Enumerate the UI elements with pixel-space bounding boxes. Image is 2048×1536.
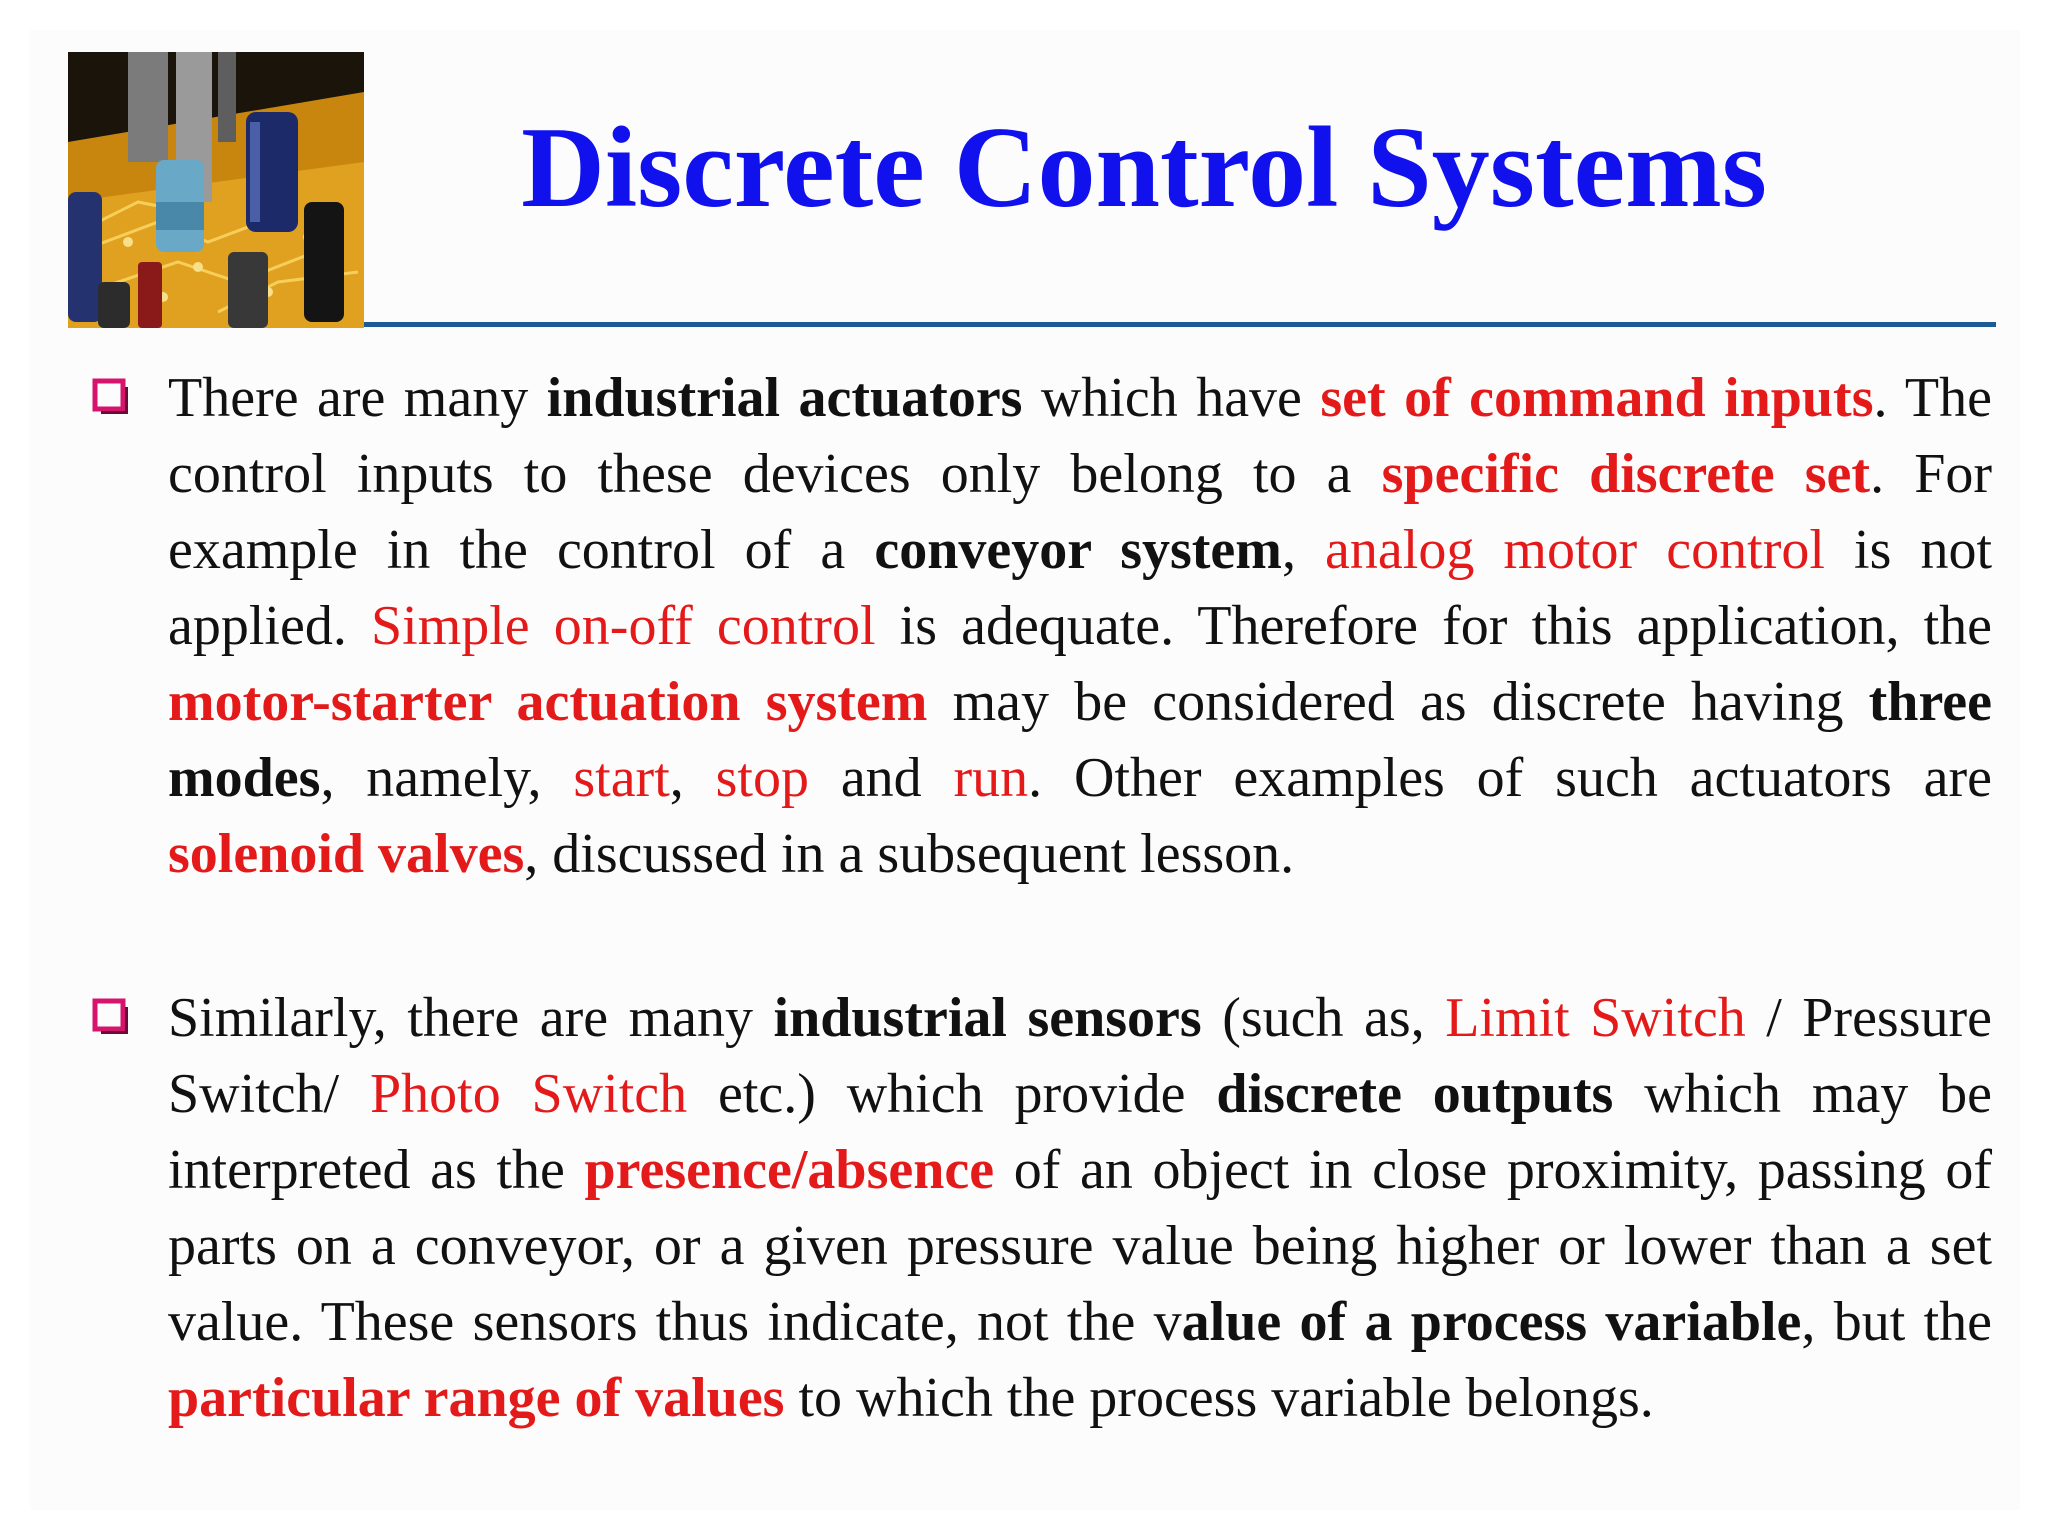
circuit-board-image — [68, 52, 364, 328]
checkbox-bullet-icon — [92, 378, 128, 414]
title-underline — [364, 322, 1996, 327]
slide-title: Discrete Control Systems — [521, 104, 1767, 232]
bullet-text: Similarly, there are many industrial sensors (such as, Limit Switch / Pressure Switch/ Photo Switch etc.) which provide discrete outputs which may be interpreted as the presence/absence of an object in close proximity, passing of parts on a conveyor, or a given pressure value being higher or lower than a set value. These sensors thus indicate, not the value of a process variable, but the particular range of values to which the process variable belongs. — [168, 987, 1993, 1429]
bullet-text: There are many industrial actuators which have set of command inputs. The control inputs to these devices only belong to a specific discrete set. For example in the control of a conveyor system, analog motor control is not applied. Simple on-off control is adequate. Therefore for this application, the motor-starter actuation system may be considered as discrete having three modes, namely, start, stop and run. Other examples of such actuators are solenoid valves, discussed in a subsequent lesson. — [168, 367, 1993, 885]
checkbox-bullet-icon — [92, 998, 128, 1034]
